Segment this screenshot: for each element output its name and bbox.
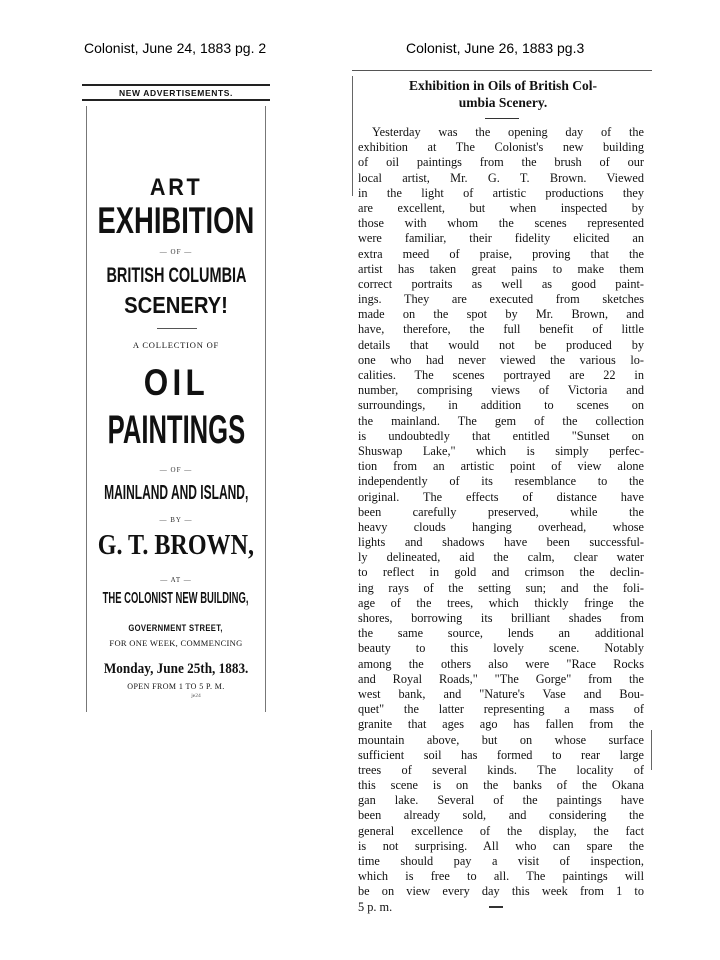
article-line: shores, borrowing its brilliant shades from xyxy=(358,611,644,625)
article-end-mark xyxy=(489,906,503,908)
article-line: of oil paintings from the brush of our xyxy=(358,155,644,170)
article-line: local artist, Mr. G. T. Brown. Viewed xyxy=(358,170,644,185)
article-line: one who had never viewed the various lo- xyxy=(358,352,644,367)
ad-date: Monday, June 25th, 1883. xyxy=(103,661,249,677)
article-line: tion from an artistic point of view alone xyxy=(358,459,644,474)
article-line: independently of its resemblance to the xyxy=(358,474,644,489)
article-top-rule xyxy=(352,70,652,71)
article-line: be on view every day this week from 1 to xyxy=(358,884,644,899)
article-line: west bank, and "Nature's Vase and Bou- xyxy=(358,686,644,701)
article-title-rule xyxy=(485,118,519,119)
article-line: time should pay a visit of inspection, xyxy=(358,854,644,868)
article-line: original. The effects of distance have xyxy=(358,489,644,504)
article-line: Shuswap Lake," which is simply perfec- xyxy=(358,443,644,458)
article-line: 5 p. m. xyxy=(358,899,393,914)
ad-artist: G. T. BROWN, xyxy=(97,530,255,561)
article-line: been carefully preserved, while the xyxy=(358,504,644,519)
ad-venue: THE COLONIST NEW BUILDING, xyxy=(103,590,249,607)
article-line: have, therefore, the full benefit of little xyxy=(358,322,644,337)
article-line: were familiar, their fidelity elicited an xyxy=(358,231,644,246)
article-line: among the others also were "Race Rocks xyxy=(358,656,644,671)
ad-street: GOVERNMENT STREET, xyxy=(128,623,224,633)
ad-of-1: — OF — xyxy=(159,248,193,256)
article-line: been already sold, and considering the xyxy=(358,808,644,823)
ad-duration: FOR ONE WEEK, COMMENCING xyxy=(109,638,243,648)
article-clipping xyxy=(352,70,652,916)
article-right-border xyxy=(651,730,652,770)
article-line: correct portraits as well as good paint- xyxy=(358,276,644,291)
ad-at: — AT — xyxy=(160,576,192,584)
article-line: is not surprising. All who can spare the xyxy=(358,838,644,853)
article-line: extra meed of praise, proving that the xyxy=(358,246,644,261)
ad-of-2: — OF — xyxy=(159,466,193,474)
article-title-line-2: umbia Scenery. xyxy=(458,95,548,110)
ad-exhibition: EXHIBITION xyxy=(97,200,255,241)
article-line: trees of several kinds. The locality of xyxy=(358,762,644,777)
article-line: calities. The scenes portrayed are 22 in xyxy=(358,368,644,382)
article-line: is undoubtedly that entitled "Sunset on xyxy=(358,428,644,443)
article-line: in the light of artistic productions they xyxy=(358,185,644,200)
ad-hours: OPEN FROM 1 TO 5 P. M. xyxy=(127,682,225,691)
ad-paintings: PAINTINGS xyxy=(107,408,245,452)
ad-mainland: MAINLAND AND ISLAND, xyxy=(103,482,249,504)
ad-scenery: SCENERY! xyxy=(124,292,228,318)
ad-frame xyxy=(86,106,266,712)
article-line: general excellence of the display, the fact xyxy=(358,823,644,838)
article-line: lights and shadows have been successful- xyxy=(358,535,644,550)
article-line: quet" the latter representing a mass of xyxy=(358,702,644,717)
article-line: age of the trees, which thickly fringe the xyxy=(358,595,644,610)
advertisement-clipping xyxy=(82,84,270,712)
ad-collection: A COLLECTION OF xyxy=(132,340,220,350)
ad-british-columbia: BRITISH COLUMBIA xyxy=(105,264,247,287)
article-line: artist has taken great pains to make them xyxy=(358,261,644,276)
article-line: exhibition at The Colonist's new building xyxy=(358,140,644,155)
article-body xyxy=(358,125,644,915)
article-line: the same source, lends an additional xyxy=(358,626,644,641)
ad-oil: OIL xyxy=(143,362,209,403)
article-line: mountain above, but on whose surface xyxy=(358,732,644,747)
ad-by: — BY — xyxy=(159,516,193,524)
caption-right: Colonist, June 26, 1883 pg.3 xyxy=(406,40,585,56)
article-line: made on the spot by Mr. Brown, and xyxy=(358,307,644,322)
article-line: this scene is on the banks of the Okana xyxy=(358,778,644,793)
article-title-line-1: Exhibition in Oils of British Col- xyxy=(409,78,597,93)
article-line: to reflect in gold and crimson the declin- xyxy=(358,565,644,580)
ad-divider xyxy=(157,328,197,329)
article-line: heavy clouds hanging overhead, whose xyxy=(358,519,644,534)
article-line: the mainland. The gem of the collection xyxy=(358,413,644,428)
article-title xyxy=(358,77,648,111)
article-line: are excellent, but when inspected by xyxy=(358,200,644,215)
article-left-border xyxy=(352,76,353,196)
article-line: details that would not be produced by xyxy=(358,337,644,352)
article-line: granite that ages ago has fallen from the xyxy=(358,717,644,732)
article-line: ly delineated, aid the calm, clear water xyxy=(358,550,644,565)
article-line: surroundings, in addition to scenes on xyxy=(358,398,644,413)
ad-header: NEW ADVERTISEMENTS. xyxy=(82,84,270,101)
ad-art: ART xyxy=(149,174,203,201)
article-line: sufficient soil has formed to rear large xyxy=(358,747,644,762)
article-line: those with whom the scenes represented xyxy=(358,216,644,231)
article-line: Yesterday was the opening day of the xyxy=(372,125,644,139)
article-line: ing rays of the setting sun; and the foli- xyxy=(358,580,644,595)
ad-code: je24 xyxy=(191,693,201,699)
article-line: number, comprising views of Victoria and xyxy=(358,383,644,398)
article-line: and Royal Roads," "The Gorge" from the xyxy=(358,671,644,686)
article-line: beauty to this lovely scene. Notably xyxy=(358,641,644,656)
caption-left: Colonist, June 24, 1883 pg. 2 xyxy=(84,40,267,56)
article-line: which is free to all. The paintings will xyxy=(358,869,644,884)
article-line: ings. They are executed from sketches xyxy=(358,292,644,307)
article-line: gan lake. Several of the paintings have xyxy=(358,793,644,808)
